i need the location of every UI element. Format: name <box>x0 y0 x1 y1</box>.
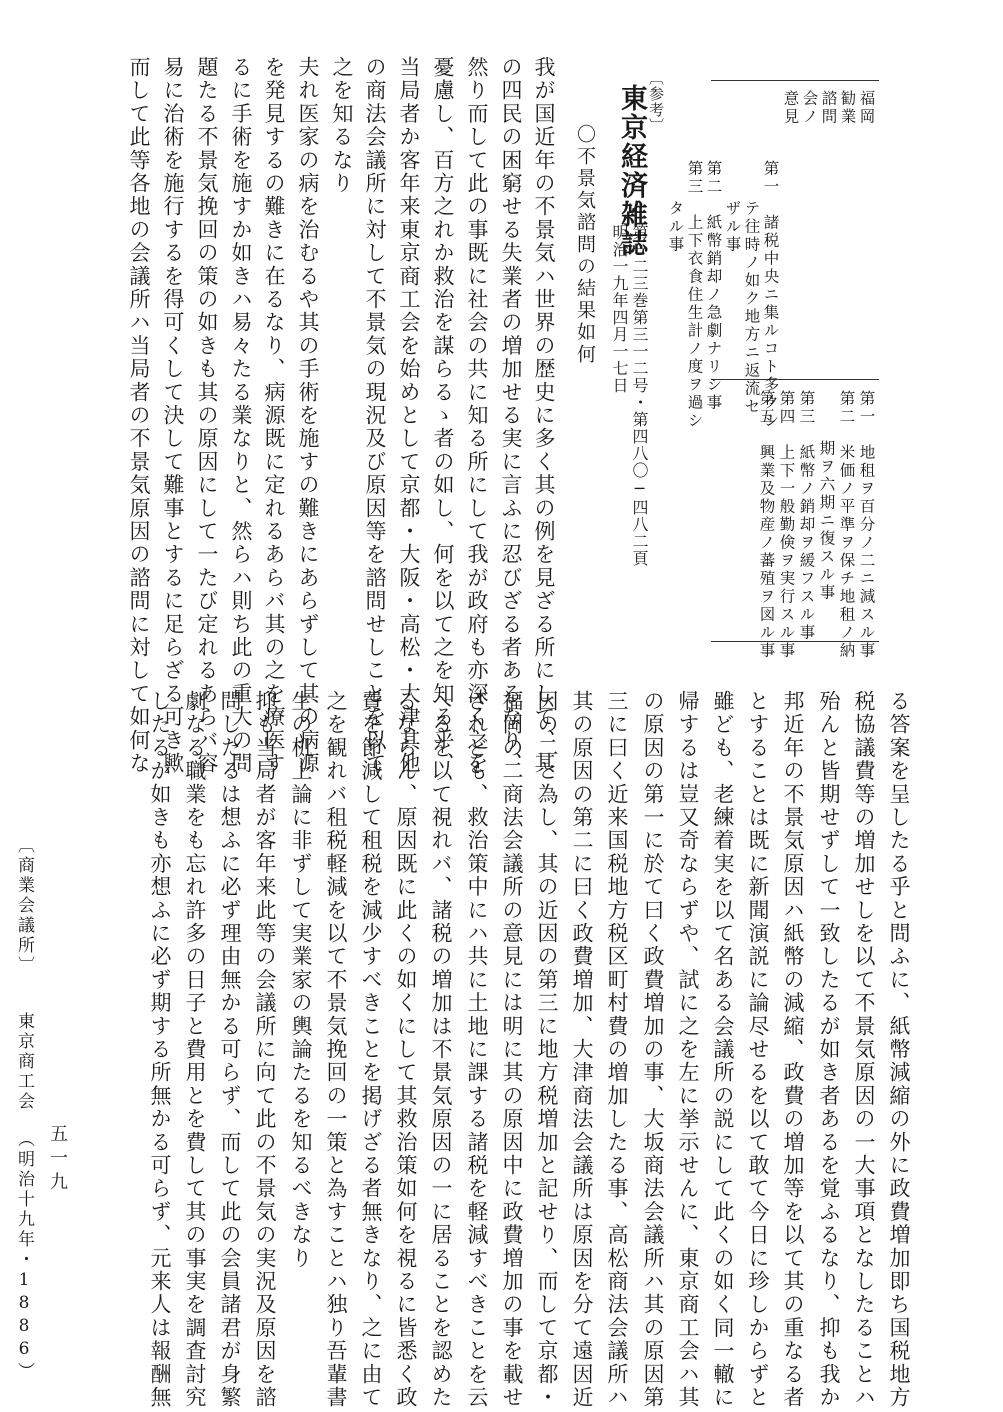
page-number: 五一九 <box>47 1124 68 1196</box>
ref-header-4: 意見 <box>781 90 800 126</box>
ref-item-a-1: テ往時ノ如ク地方ニ返流セ <box>742 200 761 416</box>
lower-line-3: 邦近年の不景気原因ハ紙幣の減縮、政費の増加等を以て其の重なる者 <box>781 690 805 1410</box>
ref-item-a-4: 第三 上下衣食住生計ノ度ヲ過シ <box>685 160 704 430</box>
lower-line-10: 因の二と為し、其の近因の第三に地方税増加と記せり、而して京都・ <box>535 690 559 1410</box>
lower-line-6: 帰するは豈又奇ならずや、試に之を左に挙示せんに、東京商工会ハ其 <box>676 690 700 1410</box>
upper-line-0: 我が国近年の不景気ハ世界の歴史に多く其の例を見ざる所にして、其 <box>532 56 556 776</box>
journal-title: 東京経済雑誌 <box>616 84 647 258</box>
issue-date: 明治一九年四月一七日 <box>610 224 629 394</box>
article-heading: 〇不景気諮問の結果如何 <box>574 124 596 366</box>
lower-line-15: 費を節減して租税を減少すべきことを掲げざる者無きなり、之に由て <box>359 690 383 1410</box>
lower-line-20: 劇なる職業をも忘れ許多の日子と費用とを費して其の事実を調査討究 <box>183 690 207 1410</box>
lower-line-12: ざれども、救治策中にハ共に土地に課する諸税を軽減すべきことを云 <box>465 690 489 1410</box>
lower-line-21: したるが如きも亦想ふに必ず期する所無かる可らず、元来人は報酬無 <box>148 690 172 1410</box>
lower-line-9: 其の原因の第二に曰く政費増加、大津商法会議所は原因を分て遠因近 <box>570 690 594 1410</box>
upper-line-9: るに手術を施すか如きハ易々たる業なりと、然らハ則ち此の重大の問 <box>229 56 253 776</box>
ref-item-b-4: 第四 上下一般勤倹ヲ実行スル事 <box>777 390 796 660</box>
ref-header-1: 勧業 <box>838 90 857 126</box>
upper-line-10: 題たる不景気挽回の策の如きも其の原因にして一たび定れるあらバ容 <box>195 56 219 776</box>
upper-line-3: 憂慮し、百方之れか救治を謀らるゝ者の如し、何を以て之を知る乎、 <box>431 56 455 776</box>
lower-line-4: とすることは既に新聞演説に論尽せるを以て敢て今日に珍しからずと <box>746 690 770 1410</box>
upper-line-8: を発見するの難きに在るなり、病源既に定れるあらバ其の之を療医す <box>262 56 286 776</box>
ref-item-a-5: タル事 <box>666 200 685 254</box>
lower-line-5: 雖ども、老練着実を以て名ある会議所の説にして此くの如く同一轍に <box>711 690 735 1410</box>
footer-era: （明治十九年・1886） <box>14 1130 34 1382</box>
ref-item-b-0: 第一 地租ヲ百分ノ二ニ減スル事 <box>857 390 876 660</box>
upper-line-2: 然り而して此の事既に社会の共に知る所にして我が政府も亦深く之を <box>465 56 489 776</box>
volume-info: 第一二三巻第三一二号・第四八〇─四八二頁 <box>630 224 649 567</box>
ref-item-b-3: 第三 紙幣ノ銷却ヲ緩フスル事 <box>797 390 816 642</box>
lower-line-19: 問したるは想ふに必ず理由無かる可らず、而して此の会員諸君が身繁 <box>218 690 242 1410</box>
reference-label: 〔参考〕 <box>647 70 665 134</box>
ref-item-a-2: ザル事 <box>723 200 742 254</box>
ref-item-b-1: 第二 米価ノ平準ヲ保チ地租ノ納 <box>837 390 856 660</box>
ref-item-a-3: 第二 紙幣銷却ノ急劇ナリシ事 <box>704 160 723 412</box>
upper-line-6: 之を知るなり <box>330 56 354 196</box>
ref-item-a-0: 第一 諸税中央ニ集ルコト多クシ <box>761 160 780 430</box>
upper-line-11: 易に治術を施行するを得可くして決して難事とするに足らざる可き歟 <box>161 56 185 776</box>
lower-line-11: 福岡の二商法会議所の意見には明に其の原因中に政費増加の事を載せ <box>500 690 524 1410</box>
lower-line-2: 殆んと皆期せずして一致したるが如き者あるを覚ふるなり、抑も我か <box>817 690 841 1410</box>
lower-line-14: るならん、原因既に此くの如くにして其救治策如何を視るに皆悉く政 <box>394 690 418 1410</box>
footer-category: 〔商業会議所〕 <box>14 836 34 976</box>
lower-line-13: へるを以て視れバ、諸税の増加は不景気原因の一に居ることを認めた <box>429 690 453 1410</box>
lower-line-7: の原因の第一に於て曰く政費増加の事、大坂商法会議所ハ其の原因第 <box>641 690 665 1410</box>
upper-line-7: 夫れ医家の病を治むるや其の手術を施すの難きにあらずして其の病源 <box>296 56 320 776</box>
lower-line-16: 之を観れバ租税軽減を以て不景気挽回の一策と為すことハ独り吾輩書 <box>324 690 348 1410</box>
upper-line-1: の四民の困窮せる失業者の増加せる実に言ふに忍びざる者あるなり、 <box>499 56 523 776</box>
lower-line-0: る答案を呈したる乎と問ふに、紙幣減縮の外に政費増加即ち国税地方 <box>887 690 911 1410</box>
ref-header-2: 諮問 <box>819 90 838 126</box>
upper-line-5: の商法会議所に対して不景気の現況及び原因等を諮問せしことを以て <box>363 56 387 776</box>
lower-line-8: 三に曰く近来国税地方税区町村費の増加したる事、高松商法会議所ハ <box>605 690 629 1410</box>
table-divider <box>711 379 879 380</box>
ref-item-b-2: 期ヲ六期ニ復スル事 <box>817 440 836 602</box>
lower-line-18: 抑も当局者が客年来此等の会議所に向て此の不景気の実況及原因を諮 <box>253 690 277 1410</box>
lower-line-1: 税協議費等の増加せしを以て不景気原因の一大事項となしたることハ <box>852 690 876 1410</box>
ref-item-b-5: 第五 興業及物産ノ蕃殖ヲ図ル事 <box>757 390 776 660</box>
upper-line-12: 而して此等各地の会議所ハ当局者の不景気原因の諮問に対して如何な <box>127 56 151 776</box>
upper-line-4: 当局者か客年来東京商工会を始めとして京都・大阪・高松・大津其他 <box>397 56 421 776</box>
footer-organization: 東京商工会 <box>14 1012 34 1112</box>
lower-line-17: 生の机上論に非ずして実業家の輿論たるを知るべきなり <box>289 690 313 1270</box>
ref-header-0: 福岡 <box>857 90 876 126</box>
ref-header-3: 会ノ <box>800 90 819 126</box>
